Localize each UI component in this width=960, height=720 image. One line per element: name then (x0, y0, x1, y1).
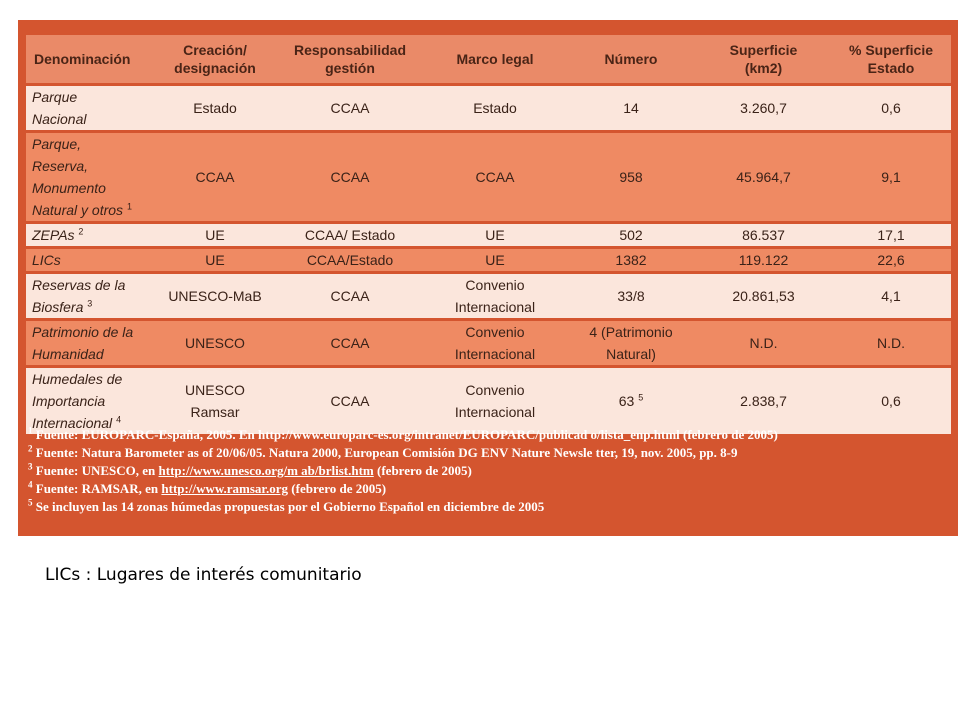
protected-areas-table (26, 32, 951, 437)
cell-porcentaje: 0,6 (831, 86, 951, 130)
table-row (26, 224, 951, 246)
cell-superficie: 86.537 (696, 224, 831, 246)
cell-responsabilidad: CCAA/ Estado (276, 224, 424, 246)
header-superficie: Superficie (km2) (696, 35, 831, 83)
footnote (28, 462, 928, 480)
cell-marco-legal: UE (424, 224, 566, 246)
footnote-text-post: (febrero de 2005) (373, 463, 472, 478)
cell-creacion: UE (154, 224, 276, 246)
footnotes (28, 426, 928, 516)
cell-denominacion (26, 368, 154, 434)
cell-marco-legal: Convenio Internacional (424, 368, 566, 434)
row-name: Reservas de la Biosfera (32, 277, 126, 315)
cell-responsabilidad: CCAA (276, 368, 424, 434)
row-name: ZEPAs (32, 227, 75, 243)
footnote-number: 5 (28, 497, 33, 508)
cell-numero: 14 (566, 86, 696, 130)
header-responsabilidad: Responsabilidad gestión (276, 35, 424, 83)
cell-marco-legal: UE (424, 249, 566, 271)
footnote-link[interactable]: http://www.unesco.org/m ab/brlist.htm (158, 463, 374, 478)
cell-denominacion (26, 133, 154, 221)
cell-numero: 33/8 (566, 274, 696, 318)
header-denominacion: Denominación (26, 35, 154, 83)
footnote-number: 3 (28, 461, 33, 472)
row-name: Humedales de Importancia Internacional (32, 371, 123, 431)
header-numero: Número (566, 35, 696, 83)
footnote (28, 480, 928, 498)
table-row (26, 274, 951, 318)
footnote-number: 1 (28, 425, 33, 436)
cell-numero (566, 368, 696, 434)
cell-denominacion (26, 274, 154, 318)
footnote-ref: 1 (126, 201, 132, 212)
table-header-row (26, 35, 951, 83)
footnote-number: 2 (28, 443, 33, 454)
cell-denominacion (26, 224, 154, 246)
footnote-ref: 2 (78, 226, 84, 237)
footnote (28, 444, 928, 462)
row-name: Parque Nacional (32, 89, 87, 127)
cell-responsabilidad: CCAA (276, 133, 424, 221)
cell-superficie: 3.260,7 (696, 86, 831, 130)
footnote-text: Fuente: EUROPARC-España, 2005. En http://www.europarc-es.org/intranet/EUROPARC/publicad o/lista_enp.html (febrero de 2005) (35, 427, 778, 442)
footnote-text-post: (febrero de 2005) (288, 481, 387, 496)
cell-creacion: CCAA (154, 133, 276, 221)
cell-denominacion (26, 249, 154, 271)
footnote-text: Fuente: UNESCO, en (35, 463, 159, 478)
cell-superficie: 2.838,7 (696, 368, 831, 434)
cell-responsabilidad: CCAA (276, 86, 424, 130)
cell-numero: 4 (Patrimonio Natural) (566, 321, 696, 365)
footnote (28, 498, 928, 516)
number-value: 63 (618, 393, 635, 409)
footnote-text: Fuente: RAMSAR, en (35, 481, 162, 496)
cell-responsabilidad: CCAA/Estado (276, 249, 424, 271)
footnote-number: 4 (28, 479, 33, 490)
cell-responsabilidad: CCAA (276, 274, 424, 318)
cell-superficie: 45.964,7 (696, 133, 831, 221)
footnote-text: Se incluyen las 14 zonas húmedas propuestas por el Gobierno Español en diciembre de 2005 (35, 499, 545, 514)
table-row (26, 321, 951, 365)
cell-creacion: UNESCO-MaB (154, 274, 276, 318)
cell-creacion: UNESCO (154, 321, 276, 365)
slide-caption: LICs : Lugares de interés comunitario (45, 565, 362, 585)
footnote-ref: 3 (87, 298, 93, 309)
cell-porcentaje: 22,6 (831, 249, 951, 271)
cell-marco-legal: Estado (424, 86, 566, 130)
cell-numero: 1382 (566, 249, 696, 271)
cell-marco-legal: Convenio Internacional (424, 321, 566, 365)
row-name: Patrimonio de la Humanidad (32, 324, 134, 362)
cell-creacion: UNESCO Ramsar (154, 368, 276, 434)
header-creacion: Creación/ designación (154, 35, 276, 83)
cell-marco-legal: CCAA (424, 133, 566, 221)
cell-porcentaje: 0,6 (831, 368, 951, 434)
cell-denominacion (26, 86, 154, 130)
row-name: LICs (32, 252, 61, 268)
table-row (26, 249, 951, 271)
header-porcentaje: % Superficie Estado (831, 35, 951, 83)
cell-porcentaje: 17,1 (831, 224, 951, 246)
footnote-ref: 5 (638, 392, 644, 403)
cell-superficie: N.D. (696, 321, 831, 365)
cell-superficie: 119.122 (696, 249, 831, 271)
footnote-text: Fuente: Natura Barometer as of 20/06/05. Natura 2000, European Comisión DG ENV Nature Newsle tter, 19, nov. 2005, pp. 8-9 (35, 445, 738, 460)
cell-marco-legal: Convenio Internacional (424, 274, 566, 318)
table-row (26, 368, 951, 434)
cell-creacion: Estado (154, 86, 276, 130)
header-marco-legal: Marco legal (424, 35, 566, 83)
cell-numero: 958 (566, 133, 696, 221)
cell-porcentaje: 9,1 (831, 133, 951, 221)
table-row (26, 86, 951, 130)
row-name: Parque, Reserva, Monumento Natural y otros (32, 136, 124, 218)
cell-porcentaje: N.D. (831, 321, 951, 365)
table-row (26, 133, 951, 221)
footnote (28, 426, 928, 444)
footnote-ref: 4 (116, 414, 122, 425)
footnote-link[interactable]: http://www.ramsar.org (161, 481, 289, 496)
cell-responsabilidad: CCAA (276, 321, 424, 365)
cell-numero: 502 (566, 224, 696, 246)
cell-denominacion (26, 321, 154, 365)
cell-superficie: 20.861,53 (696, 274, 831, 318)
cell-creacion: UE (154, 249, 276, 271)
cell-porcentaje: 4,1 (831, 274, 951, 318)
